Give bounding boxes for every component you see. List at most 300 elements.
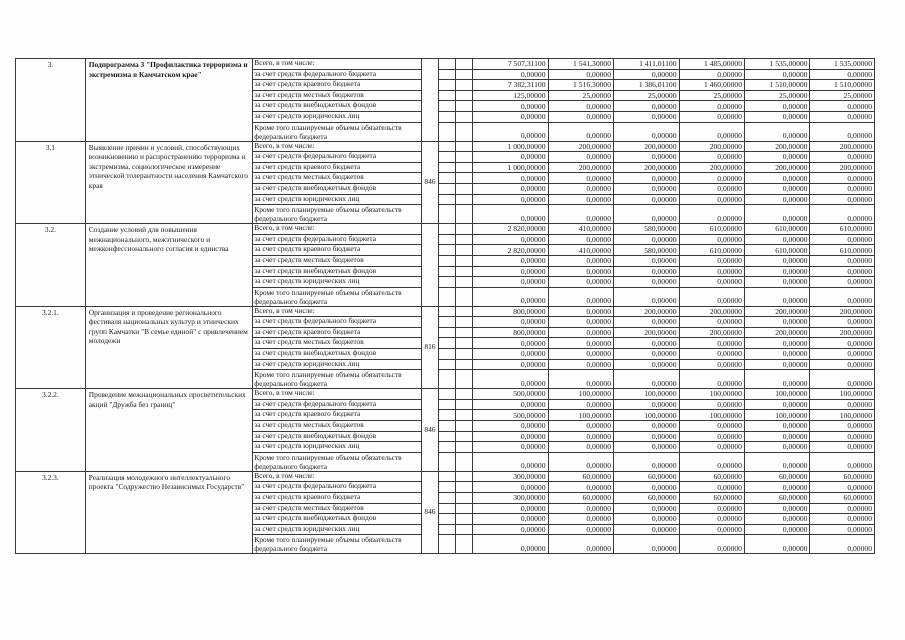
- amount-cell: 200,00000: [614, 162, 679, 173]
- amount-cell: 0,00000: [744, 349, 809, 360]
- amount-cell: 1 411,01100: [614, 59, 679, 70]
- amount-cell: 0,00000: [548, 101, 613, 112]
- funding-source-label: Кроме того планируемые объемы обязательств федерального бюджета: [253, 122, 422, 141]
- amount-cell: 200,00000: [810, 306, 875, 317]
- amount-cell: 100,00000: [548, 389, 613, 400]
- empty-cell: [456, 359, 473, 370]
- amount-cell: 125,00000: [473, 90, 548, 101]
- amount-cell: 1 510,00000: [810, 80, 875, 91]
- amount-cell: 60,00000: [679, 471, 744, 482]
- empty-cell: [439, 152, 456, 163]
- empty-cell: [456, 442, 473, 453]
- funding-source-label: за счет средств местных бюджетов: [253, 503, 422, 514]
- amount-cell: 7 507,31100: [473, 59, 548, 70]
- section-code: 3.2.2.: [16, 389, 86, 472]
- amount-cell: 0,00000: [810, 255, 875, 266]
- empty-cell: [456, 493, 473, 504]
- empty-cell: [439, 452, 456, 471]
- amount-cell: 0,00000: [614, 535, 679, 554]
- amount-cell: 0,00000: [473, 183, 548, 194]
- amount-cell: 0,00000: [679, 69, 744, 80]
- empty-cell: [456, 162, 473, 173]
- funding-source-label: за счет средств краевого бюджета: [253, 410, 422, 421]
- amount-cell: 0,00000: [473, 205, 548, 224]
- amount-cell: 0,00000: [614, 514, 679, 525]
- amount-cell: 500,00000: [473, 410, 548, 421]
- amount-cell: 0,00000: [473, 421, 548, 432]
- amount-cell: 0,00000: [744, 452, 809, 471]
- empty-cell: [439, 255, 456, 266]
- amount-cell: 0,00000: [614, 111, 679, 122]
- funding-source-label: за счет средств краевого бюджета: [253, 80, 422, 91]
- amount-cell: 0,00000: [473, 69, 548, 80]
- amount-cell: 0,00000: [548, 287, 613, 306]
- amount-cell: 0,00000: [473, 399, 548, 410]
- amount-cell: 200,00000: [614, 141, 679, 152]
- amount-cell: 0,00000: [810, 514, 875, 525]
- amount-cell: 25,00000: [810, 90, 875, 101]
- amount-cell: 0,00000: [810, 183, 875, 194]
- empty-cell: [439, 205, 456, 224]
- empty-cell: [439, 431, 456, 442]
- empty-cell: [456, 317, 473, 328]
- amount-cell: 0,00000: [614, 399, 679, 410]
- funding-source-label: Всего, в том числе:: [253, 141, 422, 152]
- amount-cell: 0,00000: [679, 266, 744, 277]
- amount-cell: 0,00000: [473, 194, 548, 205]
- amount-cell: 0,00000: [810, 152, 875, 163]
- amount-cell: 0,00000: [810, 442, 875, 453]
- grbs-code: [421, 306, 438, 389]
- amount-cell: 0,00000: [744, 234, 809, 245]
- empty-cell: [456, 122, 473, 141]
- amount-cell: 0,00000: [679, 442, 744, 453]
- funding-source-label: Всего, в том числе:: [253, 224, 422, 235]
- amount-cell: 0,00000: [810, 266, 875, 277]
- amount-cell: 610,00000: [810, 245, 875, 256]
- funding-source-label: за счет средств местных бюджетов: [253, 173, 422, 184]
- budget-table: [15, 58, 875, 554]
- empty-cell: [439, 245, 456, 256]
- amount-cell: 0,00000: [679, 234, 744, 245]
- amount-cell: 0,00000: [614, 482, 679, 493]
- amount-cell: 0,00000: [548, 152, 613, 163]
- amount-cell: 0,00000: [548, 535, 613, 554]
- amount-cell: 1 460,00000: [679, 80, 744, 91]
- amount-cell: 0,00000: [810, 482, 875, 493]
- funding-source-label: за счет средств краевого бюджета: [253, 327, 422, 338]
- section-name: Выявление причин и условий, способствующих возникновению и распространению терроризма и экстремизма, социологическое измерение этнической толерантности населения Камчатского края: [85, 141, 253, 224]
- funding-source-label: Кроме того планируемые объемы обязательств федерального бюджета: [253, 370, 422, 389]
- table-row: [16, 224, 875, 235]
- amount-cell: 0,00000: [473, 431, 548, 442]
- empty-cell: [439, 173, 456, 184]
- amount-cell: 0,00000: [810, 194, 875, 205]
- amount-cell: 610,00000: [810, 224, 875, 235]
- empty-cell: [439, 524, 456, 535]
- amount-cell: 0,00000: [679, 101, 744, 112]
- empty-cell: [456, 524, 473, 535]
- amount-cell: 800,00000: [473, 306, 548, 317]
- amount-cell: 0,00000: [548, 338, 613, 349]
- table-row: [16, 471, 875, 482]
- empty-cell: [456, 59, 473, 70]
- section-name: Создание условий для повышения межнационального, межэтнического и межконфессионального согласия и единства: [85, 224, 253, 307]
- amount-cell: 100,00000: [679, 410, 744, 421]
- amount-cell: 0,00000: [614, 370, 679, 389]
- amount-cell: 0,00000: [744, 266, 809, 277]
- section-code: 3.2.: [16, 224, 86, 307]
- funding-source-label: за счет средств местных бюджетов: [253, 90, 422, 101]
- amount-cell: 0,00000: [614, 277, 679, 288]
- amount-cell: 200,00000: [744, 306, 809, 317]
- empty-cell: [439, 59, 456, 70]
- funding-source-label: за счет средств юридических лиц: [253, 524, 422, 535]
- funding-source-label: за счет средств внебюджетных фондов: [253, 431, 422, 442]
- amount-cell: 0,00000: [679, 122, 744, 141]
- amount-cell: 100,00000: [679, 389, 744, 400]
- empty-cell: [456, 69, 473, 80]
- empty-cell: [439, 101, 456, 112]
- amount-cell: 0,00000: [614, 503, 679, 514]
- empty-cell: [456, 421, 473, 432]
- empty-cell: [439, 141, 456, 152]
- amount-cell: 0,00000: [810, 399, 875, 410]
- empty-cell: [439, 90, 456, 101]
- amount-cell: 300,00000: [473, 471, 548, 482]
- empty-cell: [456, 194, 473, 205]
- amount-cell: 60,00000: [744, 471, 809, 482]
- amount-cell: 0,00000: [614, 194, 679, 205]
- amount-cell: 0,00000: [744, 101, 809, 112]
- section-name: Реализация молодежного интеллектуального проекта "Содружество Независимых Государств": [85, 471, 253, 554]
- amount-cell: 0,00000: [744, 194, 809, 205]
- grbs-code: [421, 471, 438, 554]
- empty-cell: [456, 431, 473, 442]
- amount-cell: 0,00000: [679, 370, 744, 389]
- amount-cell: 100,00000: [744, 410, 809, 421]
- amount-cell: 60,00000: [614, 493, 679, 504]
- funding-source-label: Кроме того планируемые объемы обязательств федерального бюджета: [253, 535, 422, 554]
- empty-cell: [439, 306, 456, 317]
- amount-cell: 410,00000: [548, 224, 613, 235]
- amount-cell: 0,00000: [473, 234, 548, 245]
- amount-cell: 0,00000: [679, 287, 744, 306]
- amount-cell: 0,00000: [473, 173, 548, 184]
- empty-cell: [439, 471, 456, 482]
- funding-source-label: Кроме того планируемые объемы обязательств федерального бюджета: [253, 452, 422, 471]
- amount-cell: 0,00000: [473, 287, 548, 306]
- amount-cell: 0,00000: [810, 503, 875, 514]
- amount-cell: 200,00000: [810, 141, 875, 152]
- amount-cell: 0,00000: [679, 503, 744, 514]
- amount-cell: 200,00000: [548, 141, 613, 152]
- amount-cell: 100,00000: [744, 389, 809, 400]
- empty-cell: [439, 535, 456, 554]
- empty-cell: [456, 173, 473, 184]
- amount-cell: 100,00000: [810, 389, 875, 400]
- amount-cell: 0,00000: [744, 399, 809, 410]
- amount-cell: 0,00000: [744, 503, 809, 514]
- empty-cell: [456, 482, 473, 493]
- amount-cell: 0,00000: [614, 359, 679, 370]
- amount-cell: 410,00000: [548, 245, 613, 256]
- amount-cell: 0,00000: [473, 524, 548, 535]
- amount-cell: 0,00000: [473, 442, 548, 453]
- funding-source-label: за счет средств юридических лиц: [253, 442, 422, 453]
- empty-cell: [456, 389, 473, 400]
- funding-source-label: за счет средств федерального бюджета: [253, 317, 422, 328]
- amount-cell: 200,00000: [744, 162, 809, 173]
- empty-cell: [439, 370, 456, 389]
- funding-source-label: Всего, в том числе:: [253, 306, 422, 317]
- amount-cell: 0,00000: [614, 431, 679, 442]
- amount-cell: 200,00000: [744, 327, 809, 338]
- section-name: Подпрограмма 3 "Профилактика терроризма и экстремизма в Камчатском крае": [85, 59, 253, 142]
- amount-cell: 0,00000: [810, 452, 875, 471]
- grbs-code-text: 816: [424, 342, 436, 352]
- amount-cell: 0,00000: [548, 399, 613, 410]
- amount-cell: 0,00000: [473, 317, 548, 328]
- amount-cell: 0,00000: [614, 255, 679, 266]
- amount-cell: 0,00000: [548, 234, 613, 245]
- amount-cell: 0,00000: [744, 122, 809, 141]
- empty-cell: [456, 90, 473, 101]
- funding-source-label: за счет средств внебюджетных фондов: [253, 349, 422, 360]
- empty-cell: [439, 162, 456, 173]
- grbs-code: [421, 389, 438, 472]
- amount-cell: 1 386,01100: [614, 80, 679, 91]
- empty-cell: [456, 80, 473, 91]
- amount-cell: 0,00000: [744, 442, 809, 453]
- funding-source-label: за счет средств местных бюджетов: [253, 338, 422, 349]
- amount-cell: 0,00000: [548, 306, 613, 317]
- amount-cell: 0,00000: [614, 287, 679, 306]
- empty-cell: [456, 141, 473, 152]
- amount-cell: 610,00000: [679, 224, 744, 235]
- amount-cell: 100,00000: [614, 389, 679, 400]
- empty-cell: [456, 277, 473, 288]
- amount-cell: 800,00000: [473, 327, 548, 338]
- funding-source-label: за счет средств федерального бюджета: [253, 152, 422, 163]
- amount-cell: 0,00000: [679, 277, 744, 288]
- amount-cell: 580,00000: [614, 224, 679, 235]
- empty-cell: [439, 317, 456, 328]
- amount-cell: 0,00000: [614, 524, 679, 535]
- empty-cell: [439, 80, 456, 91]
- amount-cell: 1 000,00000: [473, 162, 548, 173]
- empty-cell: [439, 266, 456, 277]
- amount-cell: 0,00000: [679, 535, 744, 554]
- amount-cell: 0,00000: [614, 205, 679, 224]
- empty-cell: [439, 359, 456, 370]
- amount-cell: 0,00000: [614, 266, 679, 277]
- amount-cell: 300,00000: [473, 493, 548, 504]
- section-name: Организация и проведение регионального фестиваля национальных культур и этнических групп Камчатки "В семье единой" с привлечением молодежи: [85, 306, 253, 389]
- empty-cell: [456, 338, 473, 349]
- funding-source-label: за счет средств краевого бюджета: [253, 162, 422, 173]
- empty-cell: [456, 152, 473, 163]
- empty-cell: [439, 183, 456, 194]
- amount-cell: 2 820,00000: [473, 245, 548, 256]
- amount-cell: 100,00000: [614, 410, 679, 421]
- amount-cell: 0,00000: [679, 399, 744, 410]
- amount-cell: 0,00000: [810, 234, 875, 245]
- funding-source-label: за счет средств юридических лиц: [253, 277, 422, 288]
- amount-cell: 200,00000: [679, 162, 744, 173]
- empty-cell: [456, 471, 473, 482]
- amount-cell: 0,00000: [679, 152, 744, 163]
- table-row: [16, 389, 875, 400]
- amount-cell: 0,00000: [810, 370, 875, 389]
- empty-cell: [456, 224, 473, 235]
- amount-cell: 25,00000: [744, 90, 809, 101]
- amount-cell: 0,00000: [614, 152, 679, 163]
- empty-cell: [439, 194, 456, 205]
- amount-cell: 0,00000: [679, 349, 744, 360]
- amount-cell: 0,00000: [744, 359, 809, 370]
- amount-cell: 0,00000: [679, 255, 744, 266]
- empty-cell: [439, 421, 456, 432]
- amount-cell: 1 535,00000: [810, 59, 875, 70]
- empty-cell: [456, 535, 473, 554]
- amount-cell: 60,00000: [548, 471, 613, 482]
- amount-cell: 0,00000: [679, 482, 744, 493]
- amount-cell: 0,00000: [810, 287, 875, 306]
- table-body: [16, 59, 875, 554]
- empty-cell: [439, 224, 456, 235]
- empty-cell: [456, 101, 473, 112]
- amount-cell: 0,00000: [614, 183, 679, 194]
- amount-cell: 0,00000: [744, 482, 809, 493]
- amount-cell: 0,00000: [548, 349, 613, 360]
- grbs-code-text: 846: [424, 177, 436, 187]
- amount-cell: 0,00000: [744, 69, 809, 80]
- amount-cell: 0,00000: [744, 535, 809, 554]
- empty-cell: [439, 338, 456, 349]
- empty-cell: [439, 503, 456, 514]
- amount-cell: 0,00000: [810, 359, 875, 370]
- amount-cell: 0,00000: [473, 111, 548, 122]
- amount-cell: 0,00000: [679, 514, 744, 525]
- empty-cell: [456, 234, 473, 245]
- empty-cell: [456, 410, 473, 421]
- funding-source-label: за счет средств федерального бюджета: [253, 234, 422, 245]
- amount-cell: 7 382,31100: [473, 80, 548, 91]
- empty-cell: [439, 349, 456, 360]
- amount-cell: 0,00000: [548, 431, 613, 442]
- amount-cell: 0,00000: [548, 122, 613, 141]
- funding-source-label: за счет средств внебюджетных фондов: [253, 183, 422, 194]
- grbs-code: [421, 59, 438, 142]
- amount-cell: 0,00000: [614, 69, 679, 80]
- empty-cell: [439, 410, 456, 421]
- amount-cell: 0,00000: [548, 503, 613, 514]
- amount-cell: 0,00000: [548, 482, 613, 493]
- amount-cell: 0,00000: [744, 277, 809, 288]
- amount-cell: 60,00000: [810, 471, 875, 482]
- amount-cell: 1 541,30000: [548, 59, 613, 70]
- empty-cell: [439, 122, 456, 141]
- funding-source-label: за счет средств юридических лиц: [253, 194, 422, 205]
- amount-cell: 100,00000: [548, 410, 613, 421]
- amount-cell: 0,00000: [473, 255, 548, 266]
- amount-cell: 0,00000: [679, 431, 744, 442]
- amount-cell: 200,00000: [548, 162, 613, 173]
- amount-cell: 0,00000: [810, 173, 875, 184]
- amount-cell: 0,00000: [548, 183, 613, 194]
- amount-cell: 200,00000: [614, 327, 679, 338]
- empty-cell: [439, 234, 456, 245]
- amount-cell: 0,00000: [548, 317, 613, 328]
- funding-source-label: за счет средств внебюджетных фондов: [253, 514, 422, 525]
- amount-cell: 0,00000: [744, 338, 809, 349]
- empty-cell: [456, 503, 473, 514]
- funding-source-label: Кроме того планируемые объемы обязательств федерального бюджета: [253, 287, 422, 306]
- amount-cell: 0,00000: [548, 173, 613, 184]
- amount-cell: 0,00000: [473, 452, 548, 471]
- amount-cell: 200,00000: [679, 327, 744, 338]
- amount-cell: 60,00000: [679, 493, 744, 504]
- funding-source-label: за счет средств местных бюджетов: [253, 255, 422, 266]
- amount-cell: 0,00000: [810, 277, 875, 288]
- amount-cell: 0,00000: [744, 255, 809, 266]
- amount-cell: 0,00000: [473, 277, 548, 288]
- amount-cell: 0,00000: [614, 338, 679, 349]
- funding-source-label: за счет средств федерального бюджета: [253, 69, 422, 80]
- section-code: 3.: [16, 59, 86, 142]
- amount-cell: 2 820,00000: [473, 224, 548, 235]
- amount-cell: 25,00000: [614, 90, 679, 101]
- amount-cell: 0,00000: [473, 349, 548, 360]
- amount-cell: 60,00000: [810, 493, 875, 504]
- amount-cell: 0,00000: [548, 69, 613, 80]
- amount-cell: 0,00000: [548, 194, 613, 205]
- empty-cell: [456, 287, 473, 306]
- amount-cell: 0,00000: [810, 69, 875, 80]
- amount-cell: 0,00000: [810, 122, 875, 141]
- amount-cell: 0,00000: [744, 317, 809, 328]
- amount-cell: 0,00000: [679, 317, 744, 328]
- amount-cell: 0,00000: [548, 277, 613, 288]
- amount-cell: 0,00000: [548, 524, 613, 535]
- empty-cell: [456, 306, 473, 317]
- amount-cell: 0,00000: [810, 535, 875, 554]
- amount-cell: 0,00000: [473, 122, 548, 141]
- empty-cell: [456, 255, 473, 266]
- amount-cell: 0,00000: [679, 111, 744, 122]
- amount-cell: 0,00000: [744, 524, 809, 535]
- amount-cell: 610,00000: [744, 245, 809, 256]
- funding-source-label: Всего, в том числе:: [253, 471, 422, 482]
- funding-source-label: Всего, в том числе:: [253, 59, 422, 70]
- empty-cell: [456, 111, 473, 122]
- amount-cell: 0,00000: [744, 431, 809, 442]
- funding-source-label: за счет средств внебюджетных фондов: [253, 101, 422, 112]
- amount-cell: 0,00000: [679, 183, 744, 194]
- empty-cell: [456, 245, 473, 256]
- amount-cell: 200,00000: [810, 327, 875, 338]
- amount-cell: 100,00000: [810, 410, 875, 421]
- amount-cell: 0,00000: [744, 152, 809, 163]
- amount-cell: 0,00000: [810, 101, 875, 112]
- amount-cell: 580,00000: [614, 245, 679, 256]
- amount-cell: 1 485,00000: [679, 59, 744, 70]
- amount-cell: 0,00000: [744, 111, 809, 122]
- empty-cell: [456, 266, 473, 277]
- empty-cell: [439, 287, 456, 306]
- amount-cell: 610,00000: [744, 224, 809, 235]
